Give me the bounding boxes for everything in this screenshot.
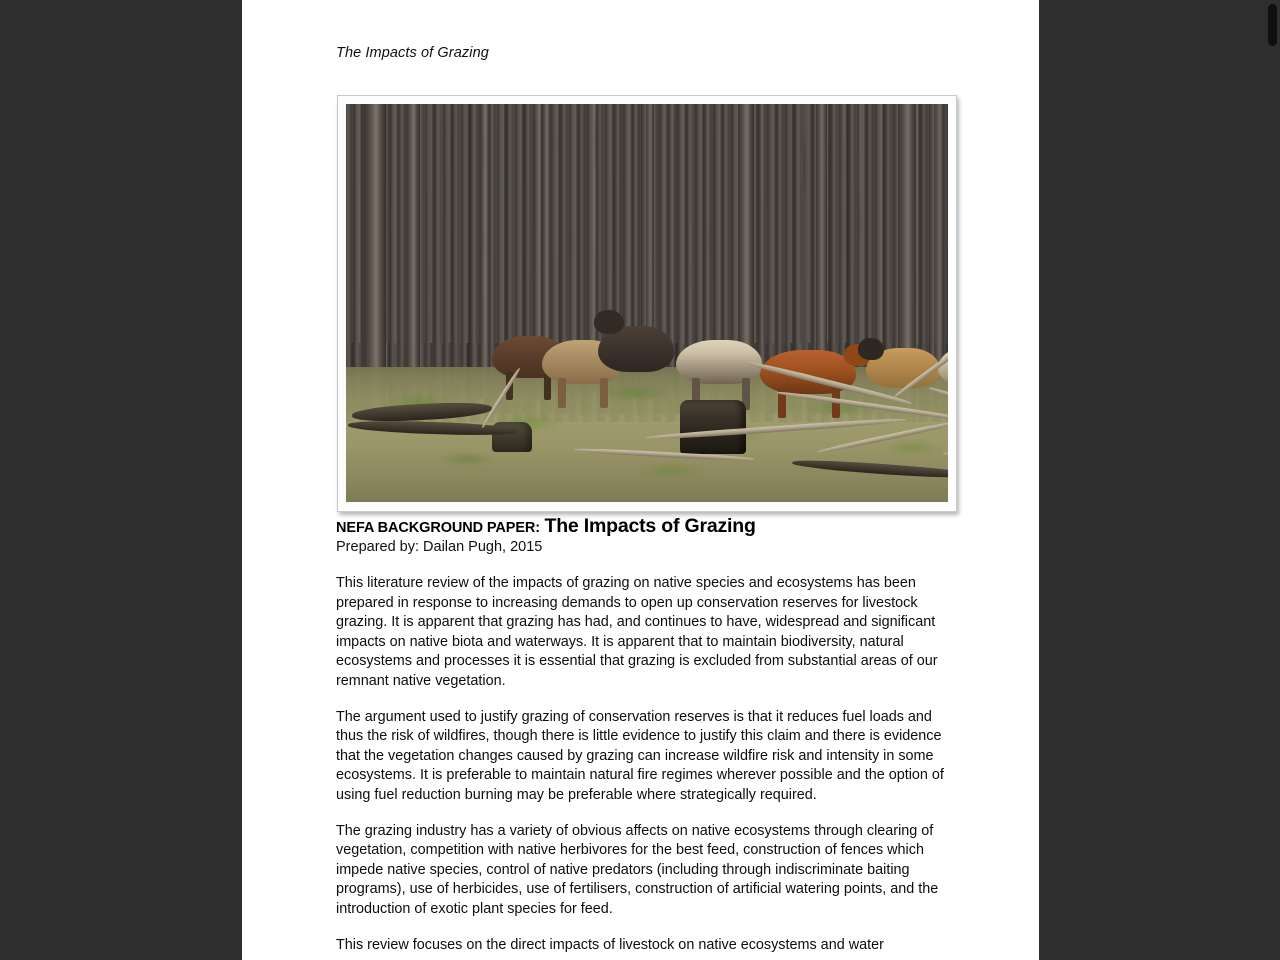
photo-cow-3-head (594, 310, 624, 334)
title-kicker: NEFA BACKGROUND PAPER: (336, 520, 541, 536)
photo-trunk-center-left (480, 104, 490, 399)
photo-cow-2-leg (600, 378, 608, 408)
photo-trunk-far-right2 (934, 104, 944, 391)
paragraph: The grazing industry has a variety of obvious affects on native ecosystems through clearing of vegetation, competition with native herbivores for the best feed, construction of fences which impede native species, control of native predators (including through indiscriminate baiting programs), use of herbicides, use of fertilisers, construction of artificial watering points, and the introduction of exotic plant species for feed. (336, 822, 939, 917)
document-title (336, 515, 976, 537)
document-page (242, 0, 1039, 960)
paragraph: This literature review of the impacts of grazing on native species and ecosystems has been prepared in response to increasing demands to open up conservation reserves for livestock grazing. It is apparent that grazing has had, and continues to have, widespread and significant impacts on native biota and waterways. It is apparent that to maintain biodiversity, natural ecosystems and processes it is essential that grazing is excluded from substantial areas of our remnant native vegetation. (336, 575, 938, 689)
photo-cow-6-head (858, 338, 884, 360)
paragraph: This review focuses on the direct impacts of livestock on native ecosystems and water (336, 936, 884, 953)
document-byline: Prepared by: Dailan Pugh, 2015 (336, 539, 543, 555)
paragraph: The argument used to justify grazing of conservation reserves is that it reduces fuel loads and thus the risk of wildfires, though there is little evidence to justify this claim and there is evidence that the vegetation changes caused by grazing can increase wildfire risk and intensity in some ecosystems. It is preferable to maintain natural fire regimes wherever possible and the option of using fuel reduction burning may be preferable where strategically required. (336, 708, 944, 803)
vertical-scrollbar-thumb[interactable] (1268, 4, 1277, 46)
forest-cattle-photo (346, 104, 948, 502)
document-body (336, 574, 947, 960)
photo-cow-2-leg (558, 378, 566, 408)
title-main: The Impacts of Grazing (544, 515, 756, 537)
photo-tree-stump (680, 400, 746, 454)
running-head: The Impacts of Grazing (336, 45, 489, 61)
vertical-scrollbar-track[interactable] (1265, 0, 1280, 960)
figure-frame (337, 95, 957, 512)
